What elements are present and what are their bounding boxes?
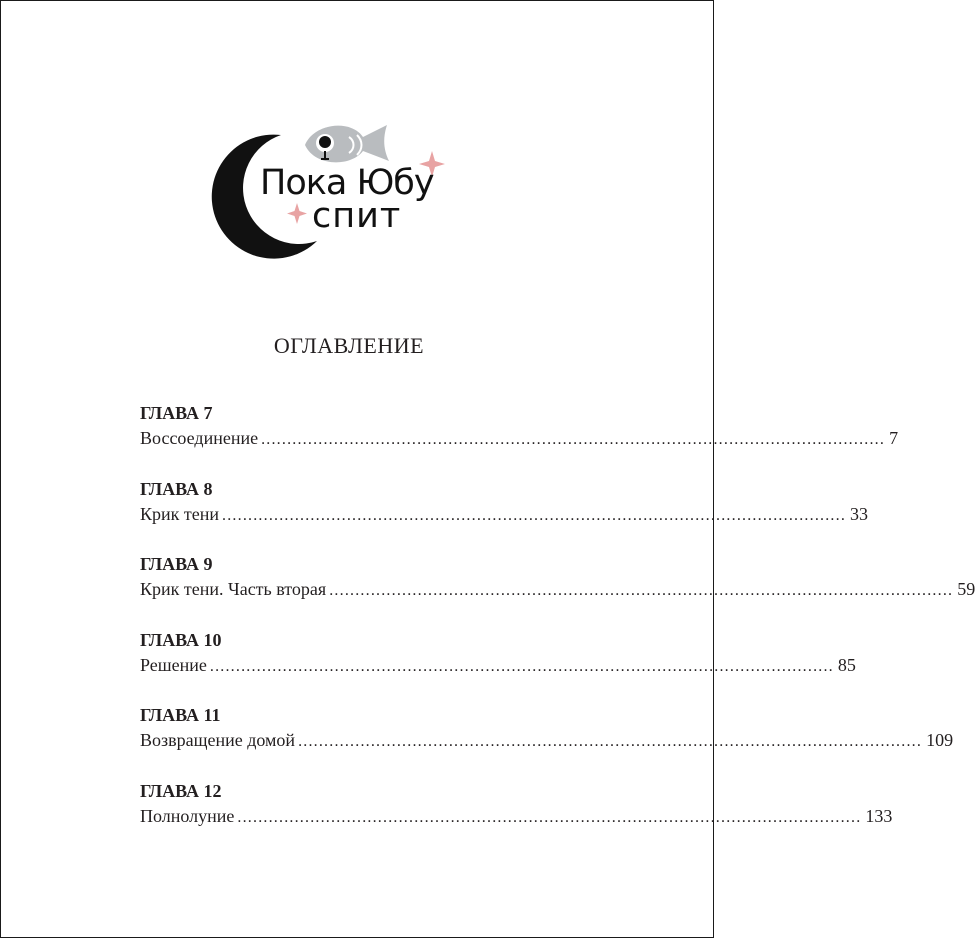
toc-item xyxy=(140,629,856,706)
toc-item xyxy=(140,478,869,555)
chapter-label: ГЛАВА 9 xyxy=(140,554,213,574)
logo-subtitle: спит xyxy=(312,196,402,236)
page-number: 7 xyxy=(889,428,899,448)
toc-entry[interactable] xyxy=(140,501,869,529)
chapter-label: ГЛАВА 12 xyxy=(140,780,222,801)
toc-item xyxy=(140,780,893,857)
toc-item xyxy=(140,403,899,479)
entry-title: Возвращение домой xyxy=(140,730,296,750)
page-number: 33 xyxy=(850,503,869,524)
dot-leader: ........................................................................................................................ xyxy=(209,657,834,675)
dot-leader: ........................................................................................................................ xyxy=(298,733,923,750)
page-number: 133 xyxy=(865,805,893,826)
entry-title: Крик тени xyxy=(140,503,220,524)
sparkle-icon xyxy=(287,203,307,224)
toc-entry[interactable] xyxy=(140,652,856,680)
chapter-label: ГЛАВА 8 xyxy=(140,478,213,499)
logo-title: Пока Юбу xyxy=(260,163,434,203)
entry-title: Полнолуние xyxy=(140,805,235,826)
chapter-label: ГЛАВА 10 xyxy=(140,629,222,650)
dot-leader: ........................................................................................................................ xyxy=(222,506,847,524)
entry-title: Решение xyxy=(140,654,207,675)
dot-leader: ........................................................................................................................ xyxy=(329,582,954,599)
toc-entry[interactable] xyxy=(140,727,954,755)
entry-title: Воссоединение xyxy=(140,428,259,448)
toc-entry[interactable] xyxy=(140,425,899,453)
toc-entry[interactable] xyxy=(140,576,975,604)
toc-item xyxy=(140,554,975,630)
dot-leader: ........................................................................................................................ xyxy=(261,431,886,448)
chapter-label: ГЛАВА 7 xyxy=(140,403,213,423)
series-logo xyxy=(219,113,469,253)
page-number: 59 xyxy=(957,579,975,599)
entry-title: Крик тени. Часть вторая xyxy=(140,579,327,599)
chapter-label: ГЛАВА 11 xyxy=(140,705,221,725)
fish-icon xyxy=(305,125,389,162)
dot-leader: ........................................................................................................................ xyxy=(237,808,862,826)
toc-entry[interactable] xyxy=(140,803,893,831)
table-of-contents xyxy=(140,403,975,856)
toc-item xyxy=(140,705,954,781)
toc-heading: ОГЛАВЛЕНИЕ xyxy=(273,333,425,358)
page-number: 85 xyxy=(837,654,856,675)
page-number: 109 xyxy=(926,730,954,750)
